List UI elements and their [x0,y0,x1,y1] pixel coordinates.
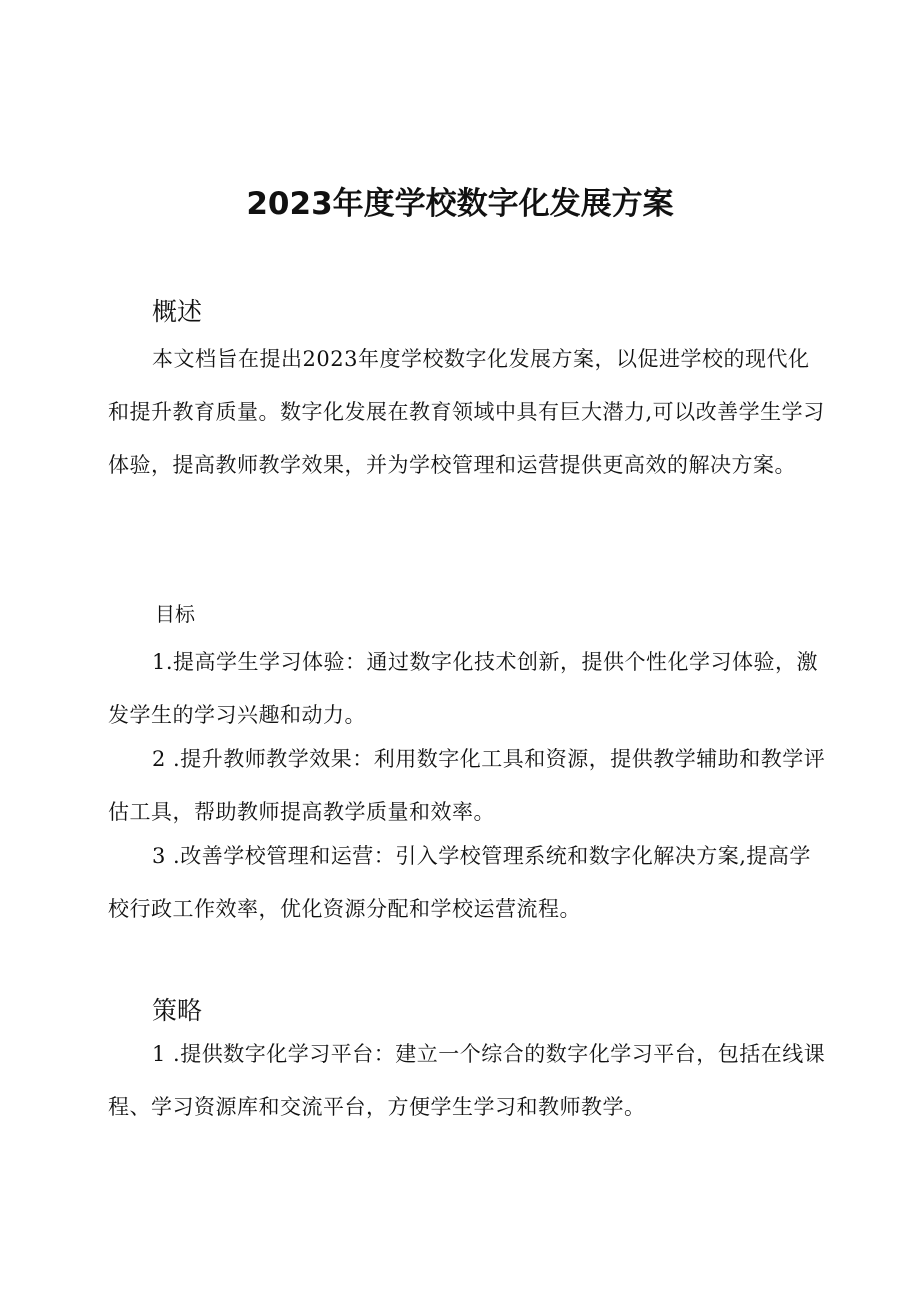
strategy-item-1: 1 .提供数字化学习平台：建立一个综合的数字化学习平台，包括在线课程、学习资源库和交流平台，方便学生学习和教师教学。 [108,1042,826,1119]
goal-item-1: 1.提高学生学习体验：通过数字化技术创新，提供个性化学习体验，激发学生的学习兴趣和动力。 [108,650,819,727]
section-heading-overview: 概述 [152,297,203,326]
goal-item-3: 3 .改善学校管理和运营：引入学校管理系统和数字化解决方案,提高学校行政工作效率，优化资源分配和学校运营流程。 [108,844,811,921]
section-heading-goals: 目标 [155,602,195,626]
goal-item-2: 2 .提升教师教学效果：利用数字化工具和资源，提供教学辅助和教学评估工具，帮助教师提高教学质量和效率。 [108,747,826,824]
section-heading-strategy: 策略 [152,996,203,1025]
overview-paragraph: 本文档旨在提出2023年度学校数字化发展方案，以促进学校的现代化和提升教育质量。数字化发展在教育领域中具有巨大潜力,可以改善学生学习体验，提高教师教学效果，并为学校管理和运营提供更高效的解决方案。 [108,347,825,477]
document-title: 2023年度学校数字化发展方案 [246,186,674,222]
